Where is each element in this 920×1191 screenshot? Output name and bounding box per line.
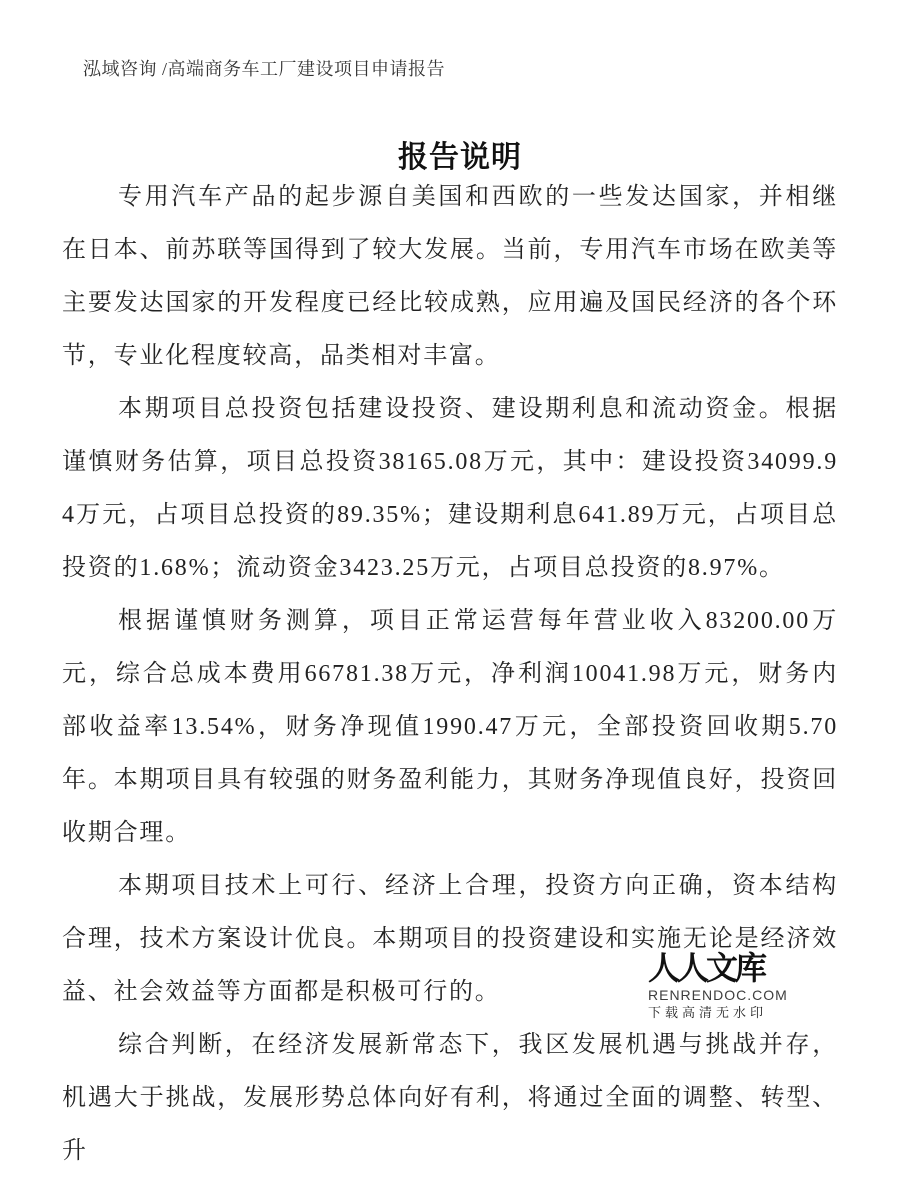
watermark — [648, 950, 828, 1020]
running-header: 泓域咨询 /高端商务车工厂建设项目申请报告 — [83, 59, 445, 79]
document-body — [62, 171, 838, 1178]
paragraph-investment: 本期项目总投资包括建设投资、建设期利息和流动资金。根据谨慎财务估算，项目总投资38165.08万元，其中：建设投资34099.94万元，占项目总投资的89.35%；建设期利息641.89万元，占项目总投资的1.68%；流动资金3423.25万元，占项目总投资的8.97%。 — [62, 396, 838, 581]
paragraph-outlook: 综合判断，在经济发展新常态下，我区发展机遇与挑战并存，机遇大于挑战，发展形势总体向好有利，将通过全面的调整、转型、升 — [62, 1032, 838, 1164]
paragraph-intro: 专用汽车产品的起步源自美国和西欧的一些发达国家，并相继在日本、前苏联等国得到了较大发展。当前，专用汽车市场在欧美等主要发达国家的开发程度已经比较成熟，应用遍及国民经济的各个环节，专业化程度较高，品类相对丰富。 — [62, 184, 838, 369]
page-title: 报告说明 — [398, 141, 522, 174]
paragraph-feasibility: 本期项目技术上可行、经济上合理，投资方向正确，资本结构合理，技术方案设计优良。本期项目的投资建设和实施无论是经济效益、社会效益等方面都是积极可行的。 — [62, 873, 838, 1005]
watermark-domain: RENRENDOC.COM — [648, 987, 788, 1003]
watermark-brand-logo: 人人文库 — [648, 950, 765, 986]
paragraph-financials: 根据谨慎财务测算，项目正常运营每年营业收入83200.00万元，综合总成本费用66781.38万元，净利润10041.98万元，财务内部收益率13.54%，财务净现值1990.47万元，全部投资回收期5.70年。本期项目具有较强的财务盈利能力，其财务净现值良好，投资回收期合理。 — [62, 608, 838, 846]
watermark-tagline: 下载高清无水印 — [648, 1005, 768, 1020]
